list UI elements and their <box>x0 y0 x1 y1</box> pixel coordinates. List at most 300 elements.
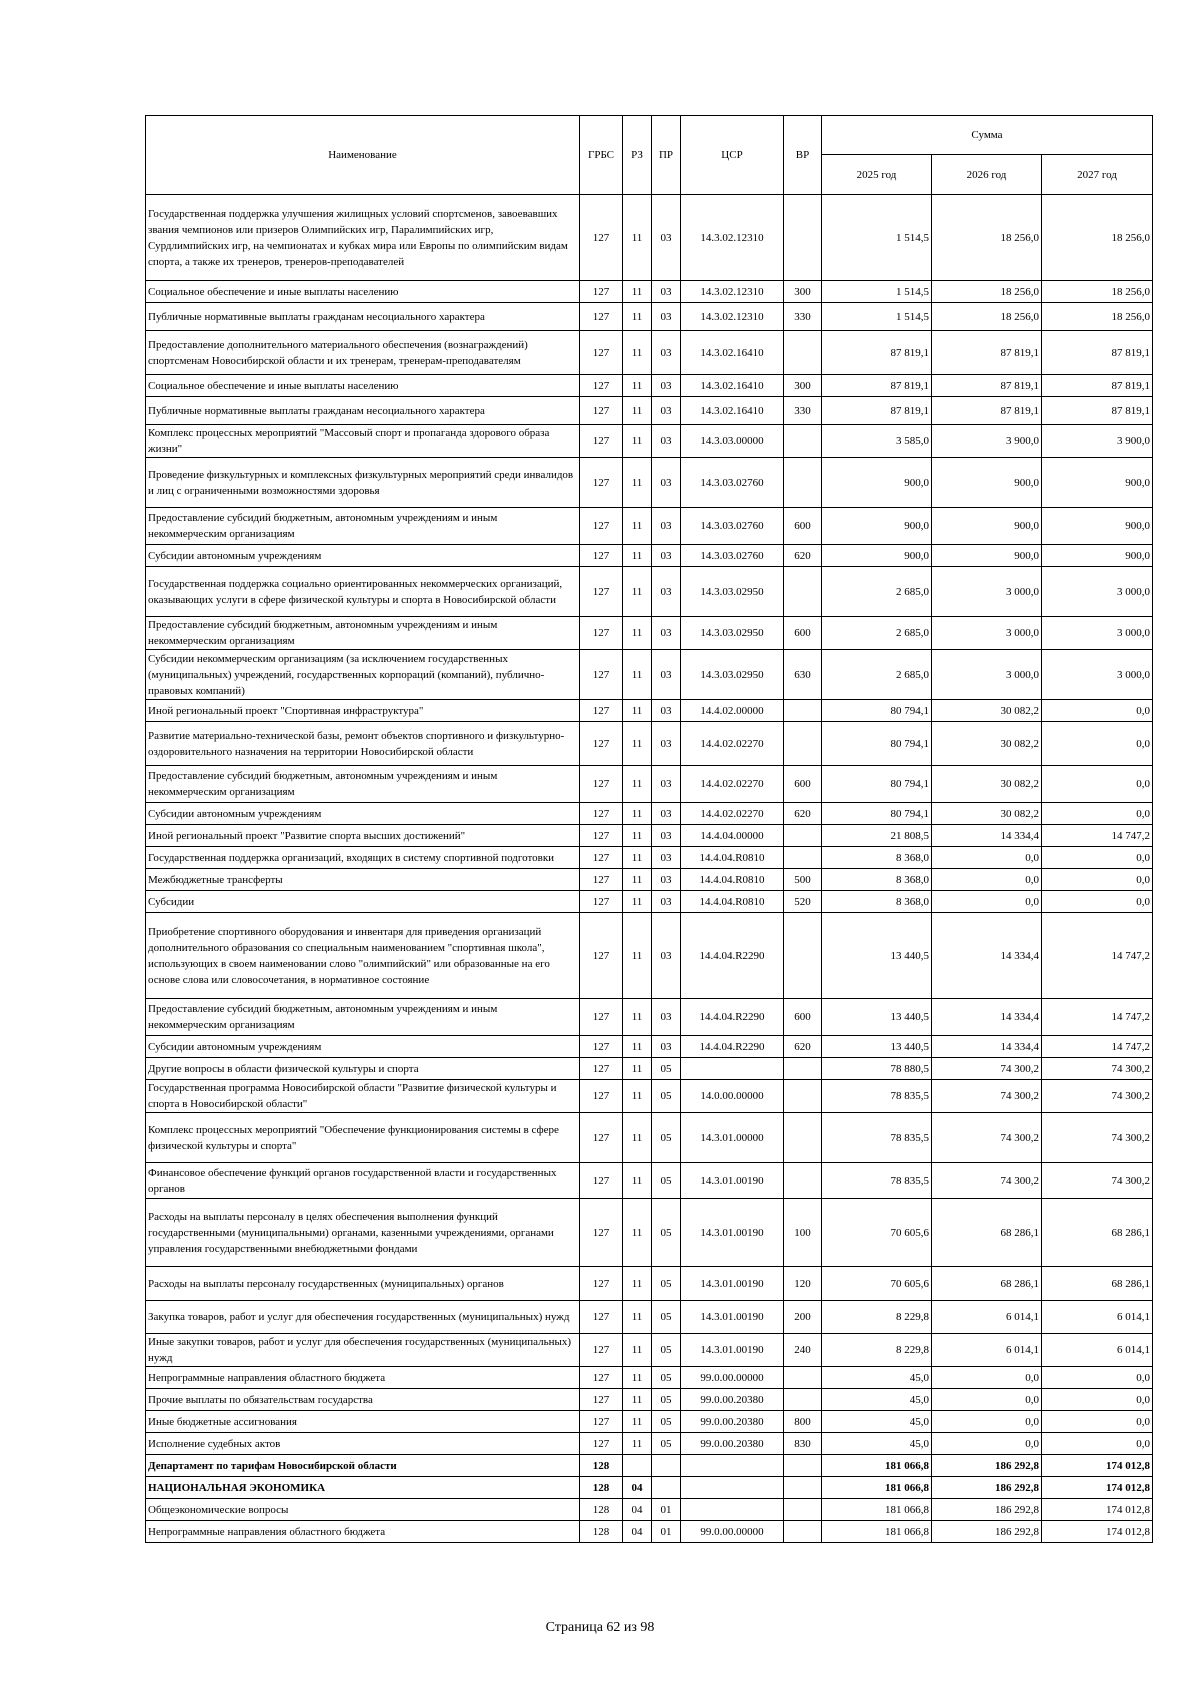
cell-amount-2026: 87 819,1 <box>932 331 1042 375</box>
cell-csr: 14.3.01.00000 <box>681 1113 784 1163</box>
cell-name: Государственная поддержка социально ориентированных некоммерческих организаций, оказывающих услуги в сфере физической культуры и спорта в Новосибирской области <box>146 567 580 617</box>
cell-rz <box>623 1455 652 1477</box>
cell-amount-2026: 186 292,8 <box>932 1477 1042 1499</box>
cell-vr: 500 <box>784 869 822 891</box>
cell-amount-2027: 3 000,0 <box>1042 617 1153 650</box>
cell-amount-2026: 14 334,4 <box>932 913 1042 999</box>
cell-amount-2027: 174 012,8 <box>1042 1477 1153 1499</box>
cell-amount-2027: 0,0 <box>1042 1411 1153 1433</box>
cell-amount-2027: 0,0 <box>1042 1433 1153 1455</box>
cell-pr: 01 <box>652 1499 681 1521</box>
cell-vr <box>784 1455 822 1477</box>
cell-csr: 14.4.04.R2290 <box>681 999 784 1036</box>
table-row <box>146 825 1153 847</box>
cell-name: Непрограммные направления областного бюджета <box>146 1367 580 1389</box>
table-row <box>146 1199 1153 1267</box>
cell-name: Прочие выплаты по обязательствам государства <box>146 1389 580 1411</box>
table-row <box>146 1113 1153 1163</box>
cell-pr: 03 <box>652 766 681 803</box>
cell-grbs: 127 <box>580 766 623 803</box>
cell-vr <box>784 1521 822 1543</box>
cell-grbs: 127 <box>580 1199 623 1267</box>
cell-amount-2025: 1 514,5 <box>822 281 932 303</box>
cell-amount-2027: 14 747,2 <box>1042 999 1153 1036</box>
cell-grbs: 127 <box>580 195 623 281</box>
cell-rz: 11 <box>623 913 652 999</box>
cell-vr: 600 <box>784 617 822 650</box>
cell-rz: 11 <box>623 650 652 700</box>
cell-amount-2025: 181 066,8 <box>822 1455 932 1477</box>
cell-vr <box>784 1058 822 1080</box>
cell-csr: 14.0.00.00000 <box>681 1080 784 1113</box>
cell-amount-2025: 900,0 <box>822 508 932 545</box>
cell-name: Социальное обеспечение и иные выплаты населению <box>146 281 580 303</box>
cell-amount-2026: 0,0 <box>932 1367 1042 1389</box>
cell-csr <box>681 1499 784 1521</box>
cell-csr: 14.3.03.02950 <box>681 650 784 700</box>
cell-pr: 03 <box>652 869 681 891</box>
cell-name: Межбюджетные трансферты <box>146 869 580 891</box>
cell-amount-2026: 30 082,2 <box>932 700 1042 722</box>
cell-grbs: 127 <box>580 1080 623 1113</box>
cell-vr <box>784 195 822 281</box>
cell-vr: 800 <box>784 1411 822 1433</box>
cell-name: Субсидии <box>146 891 580 913</box>
cell-amount-2025: 8 368,0 <box>822 847 932 869</box>
cell-vr: 520 <box>784 891 822 913</box>
cell-amount-2025: 13 440,5 <box>822 913 932 999</box>
cell-grbs: 127 <box>580 1433 623 1455</box>
cell-pr: 05 <box>652 1113 681 1163</box>
cell-amount-2025: 87 819,1 <box>822 375 932 397</box>
cell-rz: 11 <box>623 766 652 803</box>
cell-name: Государственная программа Новосибирской области "Развитие физической культуры и спорта в Новосибирской области" <box>146 1080 580 1113</box>
table-row <box>146 303 1153 331</box>
cell-amount-2025: 78 835,5 <box>822 1163 932 1199</box>
cell-csr: 14.3.01.00190 <box>681 1267 784 1301</box>
cell-rz: 11 <box>623 722 652 766</box>
cell-csr: 14.4.04.R0810 <box>681 869 784 891</box>
cell-amount-2027: 74 300,2 <box>1042 1113 1153 1163</box>
cell-grbs: 127 <box>580 1163 623 1199</box>
table-header <box>146 116 1153 195</box>
table-row <box>146 195 1153 281</box>
cell-grbs: 128 <box>580 1477 623 1499</box>
cell-pr: 05 <box>652 1163 681 1199</box>
cell-amount-2027: 18 256,0 <box>1042 195 1153 281</box>
cell-vr <box>784 1163 822 1199</box>
cell-amount-2026: 30 082,2 <box>932 722 1042 766</box>
cell-amount-2025: 3 585,0 <box>822 425 932 458</box>
cell-amount-2025: 78 835,5 <box>822 1113 932 1163</box>
table-row <box>146 567 1153 617</box>
cell-rz: 11 <box>623 425 652 458</box>
table-row <box>146 999 1153 1036</box>
cell-vr <box>784 1499 822 1521</box>
cell-amount-2025: 181 066,8 <box>822 1521 932 1543</box>
cell-vr: 600 <box>784 508 822 545</box>
cell-amount-2025: 181 066,8 <box>822 1499 932 1521</box>
cell-grbs: 127 <box>580 545 623 567</box>
cell-amount-2027: 3 000,0 <box>1042 567 1153 617</box>
header-year-2026: 2026 год <box>932 155 1042 195</box>
cell-grbs: 127 <box>580 913 623 999</box>
cell-pr: 03 <box>652 700 681 722</box>
cell-amount-2026: 74 300,2 <box>932 1113 1042 1163</box>
cell-amount-2027: 18 256,0 <box>1042 303 1153 331</box>
cell-grbs: 127 <box>580 1389 623 1411</box>
cell-rz: 11 <box>623 999 652 1036</box>
cell-grbs: 127 <box>580 375 623 397</box>
cell-pr: 03 <box>652 722 681 766</box>
cell-csr: 14.3.03.02950 <box>681 617 784 650</box>
cell-csr: 99.0.00.20380 <box>681 1433 784 1455</box>
cell-vr <box>784 825 822 847</box>
cell-pr: 03 <box>652 375 681 397</box>
cell-grbs: 127 <box>580 891 623 913</box>
header-pr: ПР <box>652 116 681 195</box>
cell-amount-2027: 14 747,2 <box>1042 825 1153 847</box>
cell-grbs: 127 <box>580 1267 623 1301</box>
cell-amount-2025: 8 229,8 <box>822 1334 932 1367</box>
table-row <box>146 1477 1153 1499</box>
cell-grbs: 127 <box>580 869 623 891</box>
cell-pr: 05 <box>652 1334 681 1367</box>
cell-amount-2025: 45,0 <box>822 1433 932 1455</box>
cell-vr: 830 <box>784 1433 822 1455</box>
cell-amount-2026: 0,0 <box>932 1411 1042 1433</box>
cell-rz: 11 <box>623 1058 652 1080</box>
cell-rz: 11 <box>623 545 652 567</box>
cell-amount-2027: 87 819,1 <box>1042 375 1153 397</box>
cell-pr: 03 <box>652 825 681 847</box>
cell-amount-2027: 68 286,1 <box>1042 1267 1153 1301</box>
cell-amount-2026: 6 014,1 <box>932 1301 1042 1334</box>
cell-vr <box>784 1477 822 1499</box>
cell-csr: 14.4.04.R2290 <box>681 1036 784 1058</box>
cell-vr <box>784 458 822 508</box>
cell-amount-2026: 87 819,1 <box>932 375 1042 397</box>
header-grbs: ГРБС <box>580 116 623 195</box>
cell-amount-2027: 74 300,2 <box>1042 1080 1153 1113</box>
cell-amount-2027: 900,0 <box>1042 508 1153 545</box>
cell-name: Исполнение судебных актов <box>146 1433 580 1455</box>
cell-grbs: 127 <box>580 847 623 869</box>
cell-name: НАЦИОНАЛЬНАЯ ЭКОНОМИКА <box>146 1477 580 1499</box>
header-year-2027: 2027 год <box>1042 155 1153 195</box>
cell-grbs: 127 <box>580 617 623 650</box>
cell-amount-2026: 30 082,2 <box>932 803 1042 825</box>
cell-amount-2025: 2 685,0 <box>822 650 932 700</box>
cell-name: Комплекс процессных мероприятий "Массовый спорт и пропаганда здорового образа жизни" <box>146 425 580 458</box>
cell-grbs: 127 <box>580 722 623 766</box>
cell-vr: 600 <box>784 999 822 1036</box>
cell-amount-2026: 0,0 <box>932 1433 1042 1455</box>
cell-amount-2027: 0,0 <box>1042 847 1153 869</box>
cell-name: Непрограммные направления областного бюджета <box>146 1521 580 1543</box>
cell-csr: 14.4.04.R0810 <box>681 847 784 869</box>
cell-grbs: 127 <box>580 1058 623 1080</box>
cell-amount-2027: 3 000,0 <box>1042 650 1153 700</box>
cell-pr: 05 <box>652 1411 681 1433</box>
cell-grbs: 128 <box>580 1455 623 1477</box>
table-row <box>146 425 1153 458</box>
cell-name: Предоставление субсидий бюджетным, автономным учреждениям и иным некоммерческим организациям <box>146 999 580 1036</box>
cell-amount-2026: 68 286,1 <box>932 1267 1042 1301</box>
cell-pr: 05 <box>652 1080 681 1113</box>
cell-name: Расходы на выплаты персоналу в целях обеспечения выполнения функций государственными (муниципальными) органами, казенными учреждениями, органами управления государственными внебюджетными фондами <box>146 1199 580 1267</box>
cell-grbs: 127 <box>580 1113 623 1163</box>
cell-pr: 05 <box>652 1367 681 1389</box>
table-row <box>146 375 1153 397</box>
cell-name: Комплекс процессных мероприятий "Обеспечение функционирования системы в сфере физической культуры и спорта" <box>146 1113 580 1163</box>
cell-rz: 11 <box>623 397 652 425</box>
cell-name: Приобретение спортивного оборудования и инвентаря для приведения организаций дополнительного образования со специальным наименованием "спортивная школа", использующих в своем наименовании слово "олимпийский" или образованные на его основе слова или словосочетания, в нормативное состояние <box>146 913 580 999</box>
cell-pr: 03 <box>652 913 681 999</box>
cell-csr: 14.3.02.12310 <box>681 303 784 331</box>
cell-pr <box>652 1455 681 1477</box>
cell-rz: 04 <box>623 1477 652 1499</box>
cell-csr: 99.0.00.00000 <box>681 1367 784 1389</box>
cell-amount-2025: 87 819,1 <box>822 331 932 375</box>
cell-amount-2026: 900,0 <box>932 508 1042 545</box>
cell-vr <box>784 1367 822 1389</box>
table-body <box>146 195 1153 1543</box>
cell-amount-2025: 45,0 <box>822 1389 932 1411</box>
cell-rz: 11 <box>623 1389 652 1411</box>
cell-amount-2025: 2 685,0 <box>822 617 932 650</box>
cell-grbs: 128 <box>580 1521 623 1543</box>
cell-rz: 11 <box>623 891 652 913</box>
table-row <box>146 1163 1153 1199</box>
cell-rz: 11 <box>623 1301 652 1334</box>
cell-vr <box>784 847 822 869</box>
cell-amount-2026: 186 292,8 <box>932 1499 1042 1521</box>
cell-rz: 11 <box>623 1411 652 1433</box>
cell-name: Финансовое обеспечение функций органов государственной власти и государственных органов <box>146 1163 580 1199</box>
cell-rz: 11 <box>623 1163 652 1199</box>
table-row <box>146 722 1153 766</box>
cell-rz: 11 <box>623 195 652 281</box>
table-row <box>146 1455 1153 1477</box>
cell-vr <box>784 425 822 458</box>
cell-amount-2027: 6 014,1 <box>1042 1301 1153 1334</box>
cell-rz: 11 <box>623 567 652 617</box>
cell-rz: 04 <box>623 1521 652 1543</box>
table-row <box>146 891 1153 913</box>
cell-grbs: 127 <box>580 425 623 458</box>
cell-amount-2025: 80 794,1 <box>822 700 932 722</box>
cell-pr: 03 <box>652 891 681 913</box>
cell-amount-2027: 74 300,2 <box>1042 1163 1153 1199</box>
cell-amount-2027: 6 014,1 <box>1042 1334 1153 1367</box>
cell-pr: 03 <box>652 617 681 650</box>
cell-vr: 620 <box>784 545 822 567</box>
cell-csr <box>681 1058 784 1080</box>
cell-vr: 620 <box>784 1036 822 1058</box>
cell-csr: 14.4.02.02270 <box>681 803 784 825</box>
cell-pr: 03 <box>652 508 681 545</box>
cell-amount-2026: 900,0 <box>932 458 1042 508</box>
cell-amount-2027: 0,0 <box>1042 869 1153 891</box>
cell-name: Государственная поддержка организаций, входящих в систему спортивной подготовки <box>146 847 580 869</box>
cell-amount-2026: 0,0 <box>932 891 1042 913</box>
cell-csr: 99.0.00.00000 <box>681 1521 784 1543</box>
cell-name: Проведение физкультурных и комплексных физкультурных мероприятий среди инвалидов и лиц с ограниченными возможностями здоровья <box>146 458 580 508</box>
cell-amount-2027: 0,0 <box>1042 722 1153 766</box>
cell-grbs: 127 <box>580 825 623 847</box>
cell-name: Предоставление дополнительного материального обеспечения (вознаграждений) спортсменам Новосибирской области и их тренерам, тренерам-преподавателям <box>146 331 580 375</box>
table-row <box>146 847 1153 869</box>
cell-csr: 14.4.04.00000 <box>681 825 784 847</box>
cell-pr: 03 <box>652 567 681 617</box>
cell-csr: 14.3.01.00190 <box>681 1301 784 1334</box>
header-csr: ЦСР <box>681 116 784 195</box>
cell-amount-2027: 900,0 <box>1042 545 1153 567</box>
cell-amount-2027: 87 819,1 <box>1042 397 1153 425</box>
cell-grbs: 127 <box>580 1334 623 1367</box>
cell-pr <box>652 1477 681 1499</box>
cell-vr: 620 <box>784 803 822 825</box>
cell-pr: 03 <box>652 458 681 508</box>
cell-amount-2025: 900,0 <box>822 458 932 508</box>
cell-csr: 14.3.02.16410 <box>681 397 784 425</box>
cell-name: Другие вопросы в области физической культуры и спорта <box>146 1058 580 1080</box>
cell-rz: 11 <box>623 869 652 891</box>
header-vr: ВР <box>784 116 822 195</box>
cell-csr: 14.3.03.02760 <box>681 508 784 545</box>
cell-vr: 300 <box>784 375 822 397</box>
cell-amount-2025: 181 066,8 <box>822 1477 932 1499</box>
cell-vr: 630 <box>784 650 822 700</box>
cell-pr: 03 <box>652 545 681 567</box>
cell-amount-2027: 0,0 <box>1042 1389 1153 1411</box>
cell-amount-2025: 13 440,5 <box>822 999 932 1036</box>
cell-amount-2026: 68 286,1 <box>932 1199 1042 1267</box>
cell-name: Государственная поддержка улучшения жилищных условий спортсменов, завоевавших звания чемпионов или призеров Олимпийских игр, Паралимпийских игр, Сурдлимпийских игр, на чемпионатах и кубках мира или Европы по олимпийским видам спорта, а также их тренеров, тренеров-преподавателей <box>146 195 580 281</box>
table-row <box>146 397 1153 425</box>
cell-amount-2025: 80 794,1 <box>822 766 932 803</box>
cell-rz: 11 <box>623 1199 652 1267</box>
cell-grbs: 127 <box>580 1036 623 1058</box>
cell-grbs: 127 <box>580 803 623 825</box>
cell-rz: 11 <box>623 1080 652 1113</box>
table-row <box>146 700 1153 722</box>
cell-amount-2027: 14 747,2 <box>1042 1036 1153 1058</box>
cell-amount-2027: 0,0 <box>1042 891 1153 913</box>
cell-grbs: 127 <box>580 700 623 722</box>
cell-pr: 03 <box>652 999 681 1036</box>
cell-csr: 99.0.00.20380 <box>681 1411 784 1433</box>
cell-amount-2027: 87 819,1 <box>1042 331 1153 375</box>
cell-amount-2027: 0,0 <box>1042 803 1153 825</box>
cell-csr <box>681 1477 784 1499</box>
table-row <box>146 650 1153 700</box>
cell-pr: 05 <box>652 1301 681 1334</box>
cell-amount-2027: 18 256,0 <box>1042 281 1153 303</box>
cell-name: Закупка товаров, работ и услуг для обеспечения государственных (муниципальных) нужд <box>146 1301 580 1334</box>
cell-grbs: 127 <box>580 458 623 508</box>
cell-name: Субсидии автономным учреждениям <box>146 1036 580 1058</box>
cell-amount-2026: 14 334,4 <box>932 1036 1042 1058</box>
cell-amount-2026: 74 300,2 <box>932 1058 1042 1080</box>
cell-rz: 11 <box>623 1367 652 1389</box>
cell-amount-2026: 14 334,4 <box>932 825 1042 847</box>
cell-amount-2025: 1 514,5 <box>822 195 932 281</box>
cell-pr: 03 <box>652 425 681 458</box>
cell-name: Иной региональный проект "Развитие спорта высших достижений" <box>146 825 580 847</box>
cell-name: Субсидии автономным учреждениям <box>146 803 580 825</box>
cell-pr: 03 <box>652 1036 681 1058</box>
cell-grbs: 128 <box>580 1499 623 1521</box>
cell-name: Общеэкономические вопросы <box>146 1499 580 1521</box>
cell-vr <box>784 331 822 375</box>
cell-pr: 03 <box>652 195 681 281</box>
cell-name: Иные закупки товаров, работ и услуг для обеспечения государственных (муниципальных) нужд <box>146 1334 580 1367</box>
cell-grbs: 127 <box>580 567 623 617</box>
table-row <box>146 545 1153 567</box>
cell-rz: 11 <box>623 847 652 869</box>
cell-csr: 14.3.01.00190 <box>681 1163 784 1199</box>
cell-vr: 240 <box>784 1334 822 1367</box>
cell-rz: 11 <box>623 331 652 375</box>
cell-amount-2026: 0,0 <box>932 847 1042 869</box>
cell-name: Субсидии некоммерческим организациям (за исключением государственных (муниципальных) учреждений, государственных корпораций (компаний), публично-правовых компаний) <box>146 650 580 700</box>
cell-pr: 05 <box>652 1199 681 1267</box>
table-row <box>146 1036 1153 1058</box>
cell-csr: 14.3.01.00190 <box>681 1199 784 1267</box>
cell-amount-2026: 74 300,2 <box>932 1163 1042 1199</box>
cell-csr: 14.4.02.02270 <box>681 766 784 803</box>
cell-amount-2026: 0,0 <box>932 869 1042 891</box>
table-row <box>146 281 1153 303</box>
cell-csr: 14.3.03.00000 <box>681 425 784 458</box>
cell-rz: 11 <box>623 1113 652 1163</box>
cell-amount-2025: 2 685,0 <box>822 567 932 617</box>
cell-name: Развитие материально-технической базы, ремонт объектов спортивного и физкультурно-оздоровительного назначения на территории Новосибирской области <box>146 722 580 766</box>
cell-csr: 14.4.02.00000 <box>681 700 784 722</box>
cell-amount-2027: 68 286,1 <box>1042 1199 1153 1267</box>
cell-grbs: 127 <box>580 303 623 331</box>
cell-name: Публичные нормативные выплаты гражданам несоциального характера <box>146 303 580 331</box>
cell-amount-2027: 0,0 <box>1042 1367 1153 1389</box>
cell-amount-2027: 174 012,8 <box>1042 1455 1153 1477</box>
header-sum: Сумма <box>822 116 1153 155</box>
cell-amount-2025: 78 835,5 <box>822 1080 932 1113</box>
cell-amount-2025: 1 514,5 <box>822 303 932 331</box>
cell-amount-2026: 186 292,8 <box>932 1521 1042 1543</box>
cell-grbs: 127 <box>580 999 623 1036</box>
cell-amount-2026: 74 300,2 <box>932 1080 1042 1113</box>
cell-amount-2026: 30 082,2 <box>932 766 1042 803</box>
header-rz: РЗ <box>623 116 652 195</box>
table-row <box>146 617 1153 650</box>
cell-name: Иной региональный проект "Спортивная инфраструктура" <box>146 700 580 722</box>
table-row <box>146 1080 1153 1113</box>
cell-amount-2026: 3 000,0 <box>932 650 1042 700</box>
cell-amount-2025: 80 794,1 <box>822 803 932 825</box>
cell-vr <box>784 722 822 766</box>
budget-table <box>145 115 1153 1543</box>
cell-pr: 01 <box>652 1521 681 1543</box>
cell-amount-2026: 186 292,8 <box>932 1455 1042 1477</box>
cell-vr <box>784 1113 822 1163</box>
cell-amount-2025: 70 605,6 <box>822 1199 932 1267</box>
cell-pr: 03 <box>652 847 681 869</box>
table-row <box>146 1389 1153 1411</box>
cell-amount-2027: 174 012,8 <box>1042 1499 1153 1521</box>
cell-pr: 05 <box>652 1433 681 1455</box>
